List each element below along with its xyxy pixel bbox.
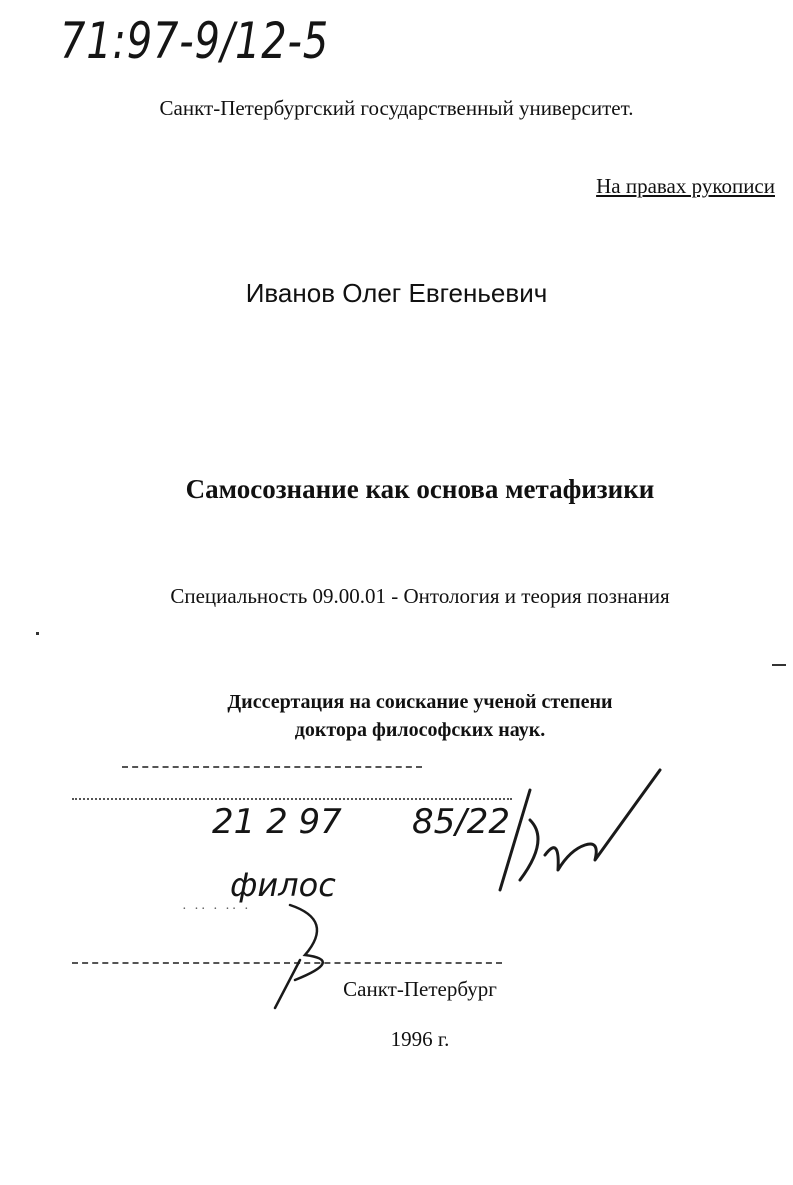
- degree-line-1: Диссертация на соискание ученой степени: [227, 691, 613, 713]
- signature-icon: [490, 760, 670, 900]
- stamp-number: 85/22: [412, 802, 510, 842]
- city: Санкт-Петербург: [343, 977, 497, 1001]
- stamp-border-upper: [72, 798, 512, 800]
- degree-line-2: доктора философских наук.: [294, 719, 546, 741]
- author-name: Иванов Олег Евгеньевич: [245, 278, 548, 308]
- stamp-faint-text: · ·· · ·· ·: [182, 902, 251, 917]
- scan-speck: [36, 632, 39, 635]
- stamp-date: 21 2 97: [212, 802, 342, 842]
- year: 1996 г.: [390, 1027, 450, 1051]
- scan-speck: [772, 664, 786, 666]
- degree-statement: [0, 688, 793, 744]
- stamp-border-top: [122, 766, 422, 768]
- handwritten-catalog-number: 71:97-9/12-5: [60, 12, 330, 70]
- manuscript-rights-label: На правах рукописи: [596, 174, 775, 198]
- specialty-line: Специальность 09.00.01 - Онтология и теория познания: [170, 584, 670, 608]
- dissertation-title: Самосознание как основа метафизики: [185, 474, 655, 504]
- stamp-word: филос: [230, 866, 336, 904]
- university-name: Санкт-Петербургский государственный университет.: [159, 96, 634, 120]
